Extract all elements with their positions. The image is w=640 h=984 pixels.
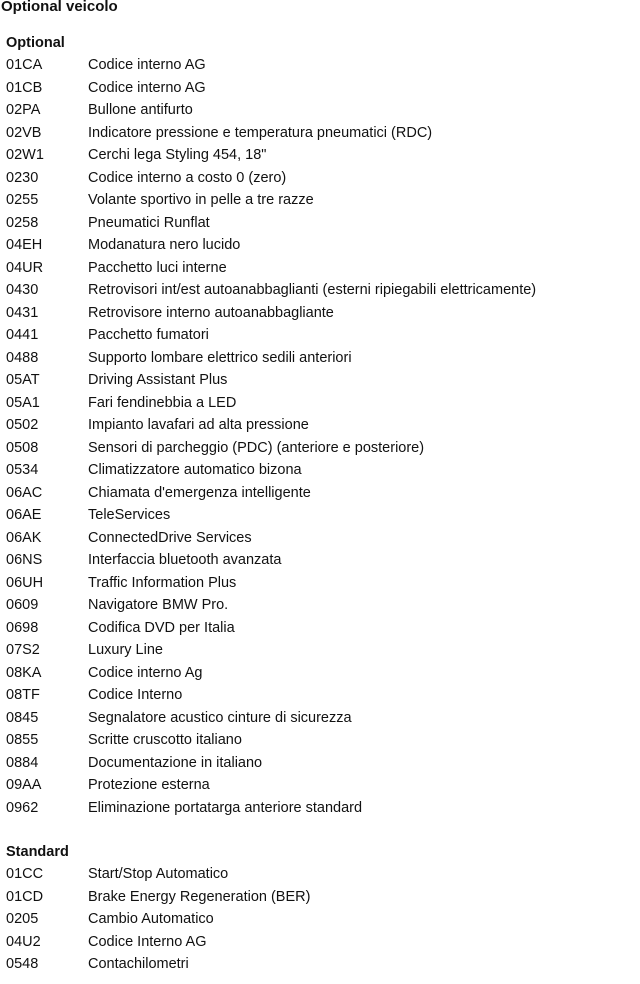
- list-item: [0, 639, 640, 662]
- list-item: [0, 414, 640, 437]
- list-item: [0, 257, 640, 280]
- option-description: TeleServices: [88, 507, 171, 524]
- list-item: [0, 886, 640, 909]
- option-description: Retrovisore interno autoanabbagliante: [88, 304, 334, 321]
- option-description: Climatizzatore automatico bizona: [88, 462, 302, 479]
- option-code: 0205: [6, 911, 39, 928]
- option-code: 0258: [6, 214, 39, 231]
- option-description: Codice interno AG: [88, 57, 206, 74]
- option-description: Codice interno a costo 0 (zero): [88, 169, 287, 186]
- standard-section-title: Standard: [6, 844, 69, 860]
- list-item: [0, 122, 640, 145]
- list-item: [0, 482, 640, 505]
- option-code: 06NS: [6, 552, 43, 569]
- option-code: 0884: [6, 754, 39, 771]
- option-code: 0534: [6, 462, 39, 479]
- list-item: [0, 437, 640, 460]
- option-description: Chiamata d'emergenza intelligente: [88, 484, 311, 501]
- list-item: [0, 144, 640, 167]
- option-code: 0548: [6, 956, 39, 973]
- option-description: Codice interno AG: [88, 79, 206, 96]
- option-description: Fari fendinebbia a LED: [88, 394, 237, 411]
- standard-section: [0, 843, 640, 976]
- list-item: [0, 54, 640, 77]
- option-description: Interfaccia bluetooth avanzata: [88, 552, 282, 569]
- option-code: 06AE: [6, 507, 42, 524]
- option-code: 06AK: [6, 529, 42, 546]
- option-description: Contachilometri: [88, 956, 189, 973]
- option-code: 0255: [6, 192, 39, 209]
- option-description: Pneumatici Runflat: [88, 214, 210, 231]
- option-code: 0845: [6, 709, 39, 726]
- option-code: 0488: [6, 349, 39, 366]
- optional-list: [0, 54, 640, 819]
- option-code: 0502: [6, 417, 39, 434]
- list-item: [0, 594, 640, 617]
- list-item: [0, 729, 640, 752]
- option-code: 01CB: [6, 79, 43, 96]
- list-item: [0, 459, 640, 482]
- option-code: 04U2: [6, 933, 41, 950]
- list-item: [0, 774, 640, 797]
- option-description: Modanatura nero lucido: [88, 237, 241, 254]
- option-code: 08KA: [6, 664, 42, 681]
- option-description: Codifica DVD per Italia: [88, 619, 235, 636]
- list-item: [0, 752, 640, 775]
- list-item: [0, 504, 640, 527]
- list-item: [0, 234, 640, 257]
- list-item: [0, 279, 640, 302]
- list-item: [0, 617, 640, 640]
- option-description: Volante sportivo in pelle a tre razze: [88, 192, 314, 209]
- list-item: [0, 347, 640, 370]
- list-item: [0, 797, 640, 820]
- list-item: [0, 931, 640, 954]
- option-description: Brake Energy Regeneration (BER): [88, 888, 311, 905]
- option-description: Pacchetto fumatori: [88, 327, 209, 344]
- list-item: [0, 392, 640, 415]
- list-item: [0, 99, 640, 122]
- list-item: [0, 953, 640, 976]
- option-code: 0431: [6, 304, 39, 321]
- option-code: 0855: [6, 732, 39, 749]
- list-item: [0, 302, 640, 325]
- list-item: [0, 662, 640, 685]
- option-description: Cambio Automatico: [88, 911, 214, 928]
- option-code: 06UH: [6, 574, 44, 591]
- option-description: Pacchetto luci interne: [88, 259, 227, 276]
- option-code: 0698: [6, 619, 39, 636]
- list-item: [0, 908, 640, 931]
- option-code: 0441: [6, 327, 39, 344]
- list-item: [0, 369, 640, 392]
- option-code: 01CD: [6, 888, 44, 905]
- option-code: 09AA: [6, 777, 42, 794]
- option-code: 0962: [6, 799, 39, 816]
- option-code: 08TF: [6, 687, 40, 704]
- option-description: Sensori di parcheggio (PDC) (anteriore e posteriore): [88, 439, 425, 456]
- option-code: 02VB: [6, 124, 42, 141]
- standard-list: [0, 863, 640, 976]
- list-item: [0, 572, 640, 595]
- option-description: Navigatore BMW Pro.: [88, 597, 229, 614]
- option-description: Supporto lombare elettrico sedili anteriori: [88, 349, 352, 366]
- option-description: Luxury Line: [88, 642, 163, 659]
- option-code: 06AC: [6, 484, 43, 501]
- option-description: Codice Interno AG: [88, 933, 207, 950]
- list-item: [0, 77, 640, 100]
- optional-section: [0, 34, 640, 819]
- option-description: Segnalatore acustico cinture di sicurezza: [88, 709, 352, 726]
- option-description: Indicatore pressione e temperatura pneumatici (RDC): [88, 124, 433, 141]
- option-code: 04EH: [6, 237, 43, 254]
- list-item: [0, 324, 640, 347]
- option-description: Scritte cruscotto italiano: [88, 732, 242, 749]
- option-description: Eliminazione portatarga anteriore standard: [88, 799, 363, 816]
- option-code: 0230: [6, 169, 39, 186]
- list-item: [0, 707, 640, 730]
- option-description: ConnectedDrive Services: [88, 529, 252, 546]
- list-item: [0, 212, 640, 235]
- option-description: Codice interno Ag: [88, 664, 203, 681]
- option-description: Retrovisori int/est autoanabbaglianti (esterni ripiegabili elettricamente): [88, 282, 537, 299]
- option-code: 05AT: [6, 372, 40, 389]
- option-code: 02PA: [6, 102, 41, 119]
- option-code: 05A1: [6, 394, 40, 411]
- option-description: Traffic Information Plus: [88, 574, 237, 591]
- option-code: 04UR: [6, 259, 44, 276]
- list-item: [0, 549, 640, 572]
- option-description: Bullone antifurto: [88, 102, 193, 119]
- option-code: 01CC: [6, 866, 44, 883]
- option-description: Start/Stop Automatico: [88, 866, 229, 883]
- option-description: Driving Assistant Plus: [88, 372, 228, 389]
- option-code: 01CA: [6, 57, 43, 74]
- option-description: Impianto lavafari ad alta pressione: [88, 417, 309, 434]
- option-code: 0430: [6, 282, 39, 299]
- option-code: 02W1: [6, 147, 44, 164]
- list-item: [0, 189, 640, 212]
- list-item: [0, 863, 640, 886]
- list-item: [0, 527, 640, 550]
- option-code: 07S2: [6, 642, 40, 659]
- document-title: Optional veicolo: [1, 0, 118, 15]
- option-description: Documentazione in italiano: [88, 754, 263, 771]
- option-description: Codice Interno: [88, 687, 183, 704]
- option-code: 0508: [6, 439, 39, 456]
- option-description: Cerchi lega Styling 454, 18": [88, 147, 267, 164]
- list-item: [0, 684, 640, 707]
- optional-section-title: Optional: [6, 35, 65, 51]
- option-description: Protezione esterna: [88, 777, 210, 794]
- option-code: 0609: [6, 597, 39, 614]
- list-item: [0, 167, 640, 190]
